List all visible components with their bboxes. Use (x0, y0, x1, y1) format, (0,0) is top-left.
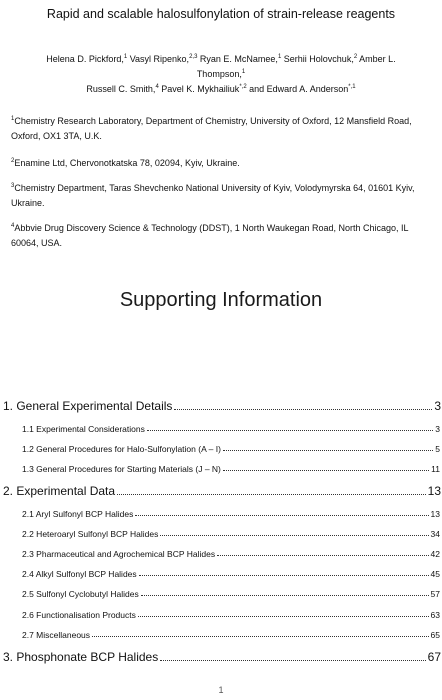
toc-section-entry[interactable] (3, 650, 441, 664)
toc-entry-label: 2. Experimental Data (3, 484, 116, 498)
toc-subsection-entry[interactable] (22, 630, 440, 640)
toc-subsection-entry[interactable] (22, 529, 440, 539)
toc-entry-page: 3 (434, 399, 441, 413)
toc-entry-page: 13 (427, 484, 441, 498)
toc-section-entry[interactable] (3, 399, 441, 413)
toc-entry-label: 1. General Experimental Details (3, 399, 173, 413)
toc-subsection-entry[interactable] (22, 509, 440, 519)
toc-leader-dots (135, 515, 428, 516)
toc-leader-dots (147, 430, 433, 431)
toc-entry-page: 3 (435, 424, 440, 434)
toc-entry-label: 1.3 General Procedures for Starting Materials (J – N) (22, 464, 221, 474)
affiliation (11, 114, 431, 144)
toc-section-entry[interactable] (3, 484, 441, 498)
author-list (40, 52, 402, 97)
affiliation-number: 3 (11, 183, 15, 189)
toc-leader-dots (92, 636, 428, 637)
toc-leader-dots (141, 595, 429, 596)
author-affiliation-marker: 1 (277, 54, 282, 60)
toc-entry-page: 13 (430, 509, 440, 519)
toc-entry-label: 1.2 General Procedures for Halo-Sulfonylation (A – I) (22, 444, 221, 454)
toc-subsection-entry[interactable] (22, 464, 440, 474)
toc-leader-dots (174, 409, 432, 410)
author-name: Serhii Holovchuk, (281, 54, 354, 64)
toc-entry-label: 2.6 Functionalisation Products (22, 610, 136, 620)
toc-entry-label: 2.4 Alkyl Sulfonyl BCP Halides (22, 569, 137, 579)
author-name: Vasyl Ripenko, (127, 54, 190, 64)
author-line-1 (40, 52, 402, 82)
toc-entry-label: 2.2 Heteroaryl Sulfonyl BCP Halides (22, 529, 159, 539)
toc-entry-page: 57 (430, 589, 440, 599)
toc-entry-page: 65 (430, 630, 440, 640)
author-affiliation-marker: 4 (155, 84, 159, 90)
toc-entry-page: 42 (430, 549, 440, 559)
affiliation-text: Chemistry Research Laboratory, Department of Chemistry, University of Oxford, 12 Mansfield Road, Oxford, OX1 3TA, U.K. (11, 116, 412, 141)
affiliation-number: 4 (11, 223, 15, 229)
author-affiliation-marker: 2 (353, 54, 358, 60)
toc-leader-dots (160, 660, 425, 661)
toc-entry-label: 2.7 Miscellaneous (22, 630, 91, 640)
affiliation (11, 156, 431, 171)
author-line-2 (40, 82, 402, 97)
paper-title: Rapid and scalable halosulfonylation of strain-release reagents (46, 7, 396, 21)
toc-leader-dots (117, 494, 426, 495)
toc-entry-page: 11 (431, 464, 440, 474)
toc-entry-label: 2.1 Aryl Sulfonyl BCP Halides (22, 509, 134, 519)
author-affiliation-marker: *,1 (348, 84, 356, 90)
toc-leader-dots (139, 575, 429, 576)
affiliation-number: 2 (11, 158, 15, 164)
supporting-information-heading: Supporting Information (119, 289, 323, 311)
author-name: Ryan E. McNamee, (197, 54, 278, 64)
author-name: Amber L. Thompson, (196, 54, 396, 79)
affiliation-text: Chemistry Department, Taras Shevchenko National University of Kyiv, Volodymyrska 64, 01601 Kyiv, Ukraine. (11, 183, 415, 208)
author-name: Russell C. Smith, (86, 84, 156, 94)
toc-subsection-entry[interactable] (22, 589, 440, 599)
toc-entry-page: 5 (435, 444, 440, 454)
toc-subsection-entry[interactable] (22, 549, 440, 559)
toc-entry-label: 1.1 Experimental Considerations (22, 424, 145, 434)
author-affiliation-marker: *,2 (239, 84, 247, 90)
toc-subsection-entry[interactable] (22, 444, 440, 454)
affiliation (11, 221, 431, 251)
toc-subsection-entry[interactable] (22, 424, 440, 434)
author-name: and Edward A. Anderson (246, 84, 349, 94)
page-number: 1 (218, 685, 224, 695)
author-affiliation-marker: 2,3 (189, 54, 198, 60)
author-affiliation-marker: 1 (123, 54, 128, 60)
toc-entry-page: 45 (430, 569, 440, 579)
toc-entry-label: 2.5 Sulfonyl Cyclobutyl Halides (22, 589, 139, 599)
toc-leader-dots (217, 555, 428, 556)
affiliation (11, 181, 431, 211)
author-name: Helena D. Pickford, (46, 54, 124, 64)
toc-entry-page: 63 (430, 610, 440, 620)
toc-leader-dots (223, 450, 433, 451)
toc-leader-dots (223, 470, 429, 471)
author-affiliation-marker: 1 (241, 69, 246, 75)
toc-entry-label: 2.3 Pharmaceutical and Agrochemical BCP Halides (22, 549, 216, 559)
toc-entry-label: 3. Phosphonate BCP Halides (3, 650, 159, 664)
toc-leader-dots (160, 535, 428, 536)
toc-leader-dots (138, 616, 429, 617)
toc-subsection-entry[interactable] (22, 610, 440, 620)
author-name: Pavel K. Mykhailiuk (158, 84, 240, 94)
affiliation-text: Abbvie Drug Discovery Science & Technology (DDST), 1 North Waukegan Road, North Chicago, IL 60064, USA. (11, 223, 409, 248)
toc-subsection-entry[interactable] (22, 569, 440, 579)
affiliation-text: Enamine Ltd, Chervonotkatska 78, 02094, Kyiv, Ukraine. (14, 158, 240, 168)
affiliation-number: 1 (11, 116, 15, 122)
toc-entry-page: 34 (430, 529, 440, 539)
toc-entry-page: 67 (427, 650, 441, 664)
